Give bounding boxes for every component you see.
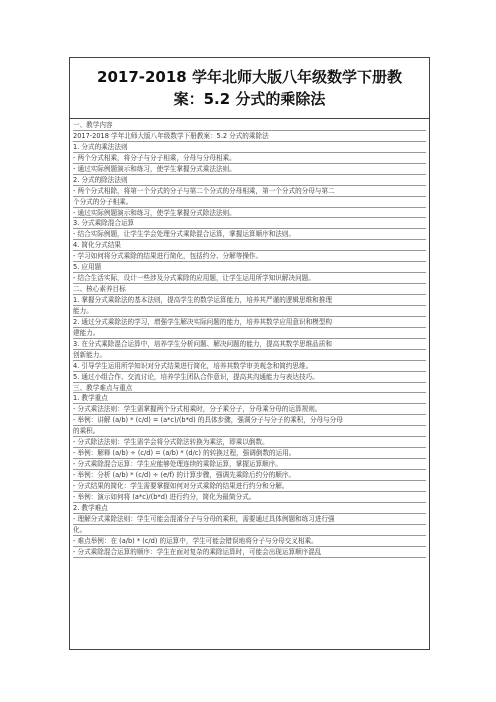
text-line: 二、核心素养目标	[73, 284, 426, 295]
text-line: - 举例：分析 (a/b) * (c/d) ÷ (e/f) 的计算步骤，强调先乘除后约分的顺序。	[73, 470, 426, 481]
text-line: 5. 通过小组合作、交流讨论，培养学生团队合作意识，提高其沟通能力与表达技巧。	[73, 372, 426, 383]
page-title-line-1: 2017-2018 学年北师大版八年级数学下册教	[97, 68, 402, 86]
text-line: - 两个分式相乘，将分子与分子相乘，分母与分母相乘。	[73, 153, 426, 164]
text-line: - 通过实际例题演示和练习，使学生掌握分式除法法则。	[73, 208, 426, 219]
document-table	[69, 57, 430, 650]
text-line: 的乘积。	[73, 426, 426, 437]
text-line: 2. 分式的除法法则	[73, 175, 426, 186]
text-line: - 两个分式相除，将第一个分式的分子与第二个分式的分母相乘，第一个分式的分母与第二	[73, 186, 426, 197]
text-line: 个分式的分子相乘。	[73, 197, 426, 208]
text-line: - 分式除法法则：学生需学会将分式除法转换为乘法，即乘以倒数。	[73, 437, 426, 448]
text-line: 能力。	[73, 306, 426, 317]
text-line: - 学习如何将分式乘除的结果进行简化，包括约分、分解等操作。	[73, 251, 426, 262]
title-cell	[70, 58, 429, 119]
text-line: 三、教学难点与重点	[73, 383, 426, 394]
text-line: - 分式乘除混合运算：学生应能够处理连续的乘除运算，掌握运算顺序。	[73, 459, 426, 470]
text-line: - 结合生活实际，设计一些涉及分式乘除的应用题，让学生运用所学知识解决问题。	[73, 273, 426, 284]
text-line: 3. 在分式乘除混合运算中，培养学生分析问题、解决问题的能力，提高其数学思维品质和	[73, 339, 426, 350]
text-line: 创新能力。	[73, 350, 426, 361]
text-line: - 举例：解释 (a/b) ÷ (c/d) = (a/b) * (d/c) 的转换过程，强调倒数的运用。	[73, 448, 426, 459]
text-line: 1. 分式的乘法法则	[73, 142, 426, 153]
text-line: 3. 分式乘除混合运算	[73, 218, 426, 229]
text-line: 1. 教学重点	[73, 393, 426, 404]
text-line: - 分式乘法法则：学生需掌握两个分式相乘时，分子乘分子，分母乘分母的运算规则。	[73, 404, 426, 415]
text-line: 1. 掌握分式乘除法的基本法则，提高学生的数学运算能力，培养其严谨的逻辑思维和推理	[73, 295, 426, 306]
text-line: - 举例：讲解 (a/b) * (c/d) = (a*c)/(b*d) 的具体步骤，强调分子与分子的乘积，分母与分母	[73, 415, 426, 426]
text-line: 化。	[73, 525, 426, 536]
page-title-line-2: 案：5.2 分式的乘除法	[173, 90, 326, 108]
text-line: 5. 应用题	[73, 262, 426, 273]
text-line: 2. 教学难点	[73, 503, 426, 514]
text-line: 2. 通过分式乘除法的学习，增强学生解决实际问题的能力，培养其数学应用意识和模型构	[73, 317, 426, 328]
text-line: 建能力。	[73, 328, 426, 339]
text-line: 4. 引导学生运用所学知识对分式结果进行简化，培养其数学审美观念和简约思维。	[73, 361, 426, 372]
text-line: - 理解分式乘除法则：学生可能会混淆分子与分母的乘积，需要通过具体例题和练习进行强	[73, 514, 426, 525]
text-line: - 举例：演示如何将 (a*c)/(b*d) 进行约分，简化为最简分式。	[73, 492, 426, 503]
text-line: 4. 简化分式结果	[73, 240, 426, 251]
text-line: - 分式结果的简化：学生需要掌握如何对分式乘除的结果进行约分和分解。	[73, 481, 426, 492]
text-line: - 结合实际例题，让学生学会处理分式乘除混合运算，掌握运算顺序和法则。	[73, 229, 426, 240]
text-line: 2017-2018 学年北师大版八年级数学下册教案：5.2 分式的乘除法	[73, 131, 426, 142]
text-line: - 通过实际例题演示和练习，使学生掌握分式乘法法则。	[73, 164, 426, 175]
text-line: 一、教学内容	[73, 120, 426, 131]
text-line: - 难点举例：在 (a/b) * (c/d) 的运算中，学生可能会错误地将分子与分母交叉相乘。	[73, 536, 426, 547]
content-cell	[70, 119, 429, 558]
text-line: - 分式乘除混合运算的顺序：学生在面对复杂的乘除运算时，可能会出现运算顺序混乱	[73, 547, 426, 558]
